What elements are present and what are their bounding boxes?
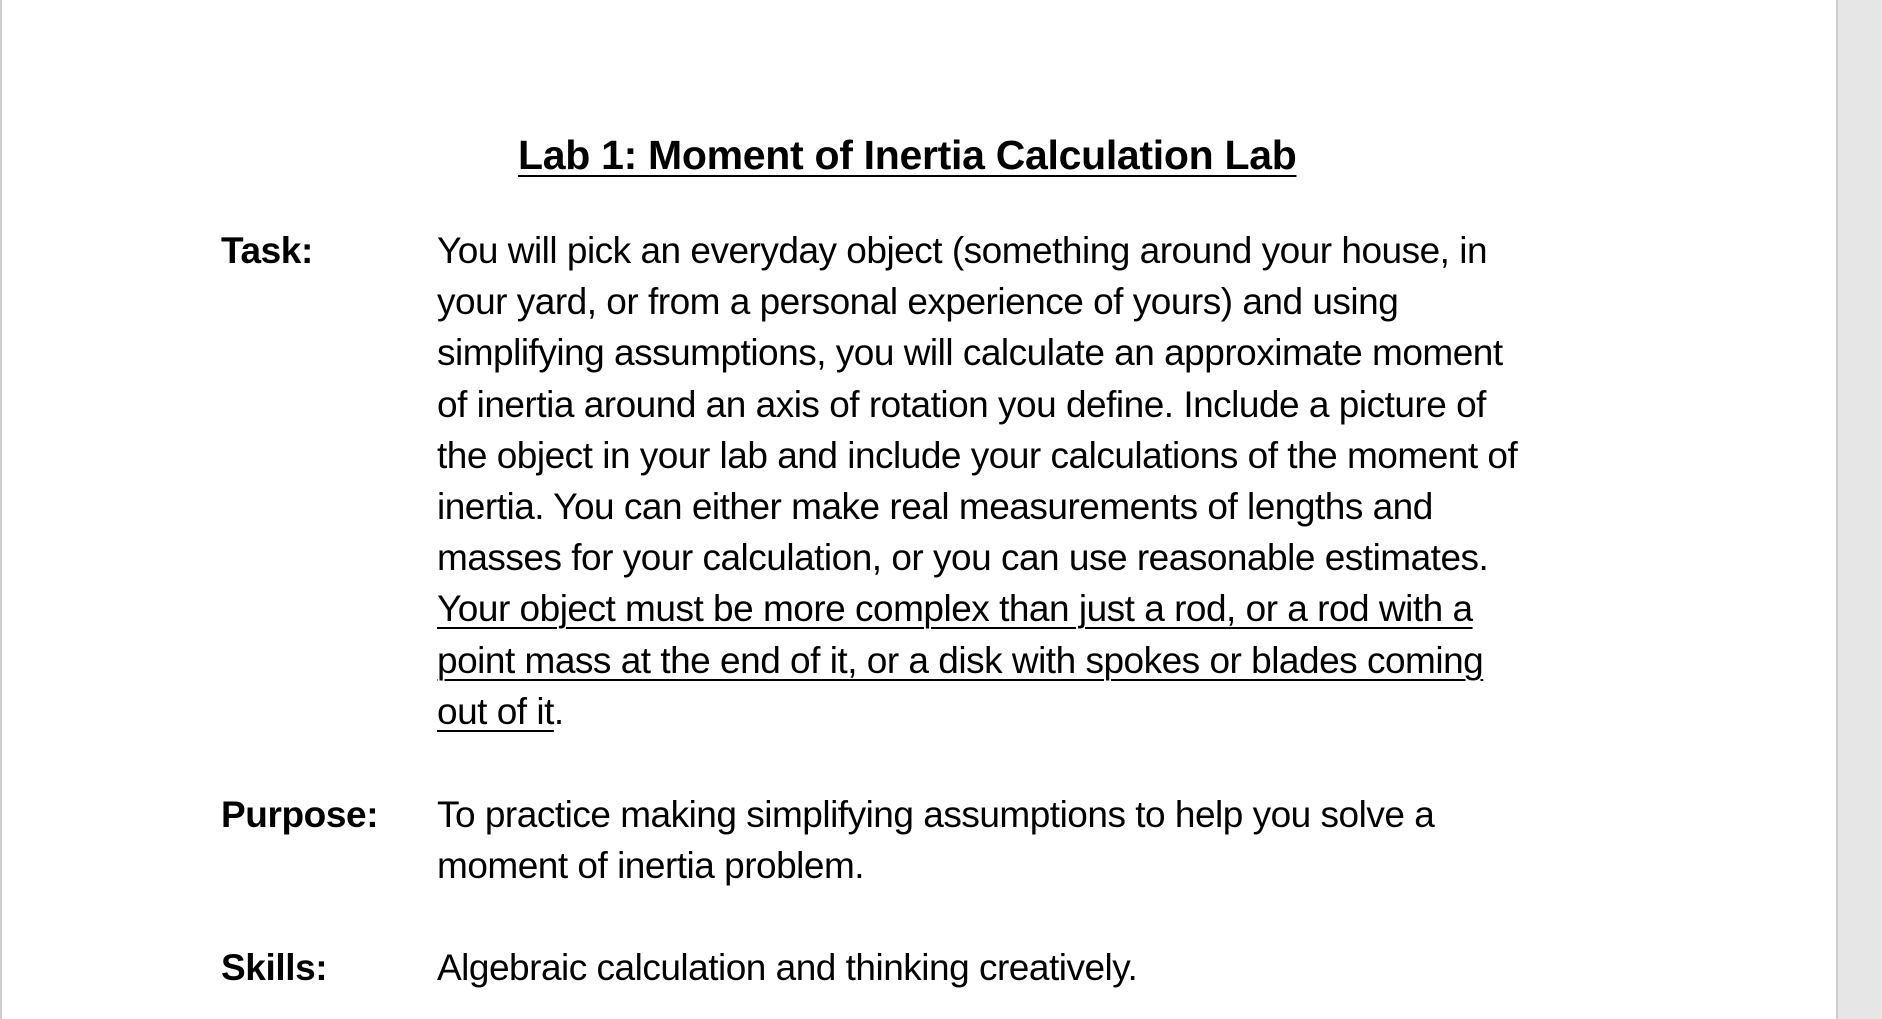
task-requirement-underlined: point mass at the end of it, or a disk with spokes or blades coming bbox=[437, 639, 1484, 681]
task-requirement-line bbox=[437, 635, 1637, 686]
task-line: simplifying assumptions, you will calculate an approximate moment bbox=[437, 332, 1503, 374]
purpose-label: Purpose: bbox=[221, 794, 379, 835]
purpose-text bbox=[437, 789, 1637, 891]
task-label: Task: bbox=[221, 230, 313, 271]
task-requirement-underlined: Your object must be more complex than just a rod, or a rod with a bbox=[437, 588, 1473, 630]
task-line: inertia. You can either make real measurements of lengths and bbox=[437, 486, 1433, 528]
skills-line: Algebraic calculation and thinking creatively. bbox=[437, 947, 1138, 988]
task-line: You will pick an everyday object (something around your house, in bbox=[437, 230, 1488, 271]
skills-label: Skills: bbox=[221, 947, 328, 988]
purpose-line: To practice making simplifying assumptions to help you solve a bbox=[437, 794, 1435, 835]
task-requirement-underlined: out of it bbox=[437, 690, 554, 732]
skills-text bbox=[437, 942, 1637, 993]
task-requirement-period: . bbox=[553, 690, 564, 732]
task-line: of inertia around an axis of rotation you define. Include a picture of bbox=[437, 383, 1486, 425]
task-requirement-line bbox=[437, 583, 1637, 634]
task-line: masses for your calculation, or you can use reasonable estimates. bbox=[437, 537, 1489, 579]
task-line: your yard, or from a personal experience of yours) and using bbox=[437, 281, 1399, 323]
task-line: the object in your lab and include your calculations of the moment of bbox=[437, 434, 1518, 476]
task-text bbox=[437, 225, 1637, 737]
purpose-line: moment of inertia problem. bbox=[437, 845, 865, 887]
task-requirement-line bbox=[437, 686, 1637, 737]
document-title: Lab 1: Moment of Inertia Calculation Lab bbox=[518, 132, 1297, 178]
